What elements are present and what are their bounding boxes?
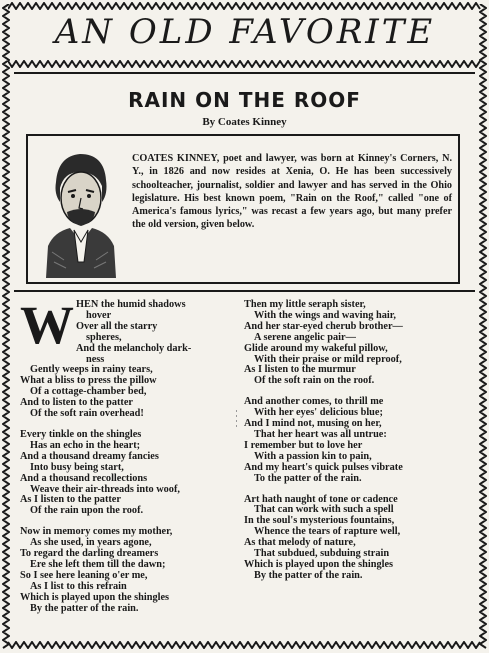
- poem-line: As I list to this refrain: [30, 580, 127, 592]
- portrait-engraving-icon: [34, 142, 124, 278]
- poem-line: HEN the humid shadows: [76, 299, 186, 310]
- poem-line: And a thousand recollections: [20, 472, 148, 484]
- poem-line: As she used, in years agone,: [30, 537, 152, 549]
- poem-line: That her heart was all untrue:: [254, 428, 387, 440]
- poem-line: And I mind not, musing on her,: [244, 418, 382, 430]
- poem-line: Over all the starry: [76, 320, 158, 332]
- poem-line: And her star-eyed cherub brother—: [244, 320, 403, 332]
- column-divider: [236, 300, 237, 636]
- poem-line: What a bliss to press the pillow: [20, 375, 157, 387]
- byline: By Coates Kinney: [202, 116, 287, 128]
- poem-line: Which is played upon the shingles: [244, 558, 394, 570]
- poem-column-left: [20, 295, 242, 624]
- stanza: [244, 300, 476, 387]
- poem-line: hover: [86, 309, 112, 321]
- poem-line: And a thousand dreamy fancies: [20, 450, 159, 462]
- poem-line: With a passion kin to pain,: [254, 450, 372, 462]
- banner-heading: AN OLD FAVORITE: [54, 12, 436, 52]
- stanza: [20, 430, 242, 517]
- poem-line: Weave their air-threads into woof,: [30, 483, 180, 495]
- stanza: [244, 495, 476, 582]
- poem-line: Art hath naught of tone or cadence: [244, 493, 398, 505]
- stanza: [20, 527, 242, 614]
- poem-line: And the melancholy dark-: [76, 342, 192, 354]
- poem-line: A serene angelic pair—: [254, 331, 356, 343]
- banner-rule: [14, 72, 475, 74]
- poem-line: Into busy being start,: [30, 461, 124, 473]
- poem-line: Has an echo in the heart;: [30, 439, 141, 451]
- poem-line: Of the soft rain overhead!: [30, 408, 144, 420]
- poem-line: And another comes, to thrill me: [244, 396, 384, 408]
- poem-line: I remember but to love her: [244, 439, 363, 451]
- author-bio-text: COATES KINNEY, poet and lawyer, was born at Kinney's Corners, N. Y., in 1826 and now resides at Xenia, O. He has been successively schoolteacher, journalist, soldier and lawyer and has served in the Ohio legislature. His best known poem, "Rain on the Roof," called "one of America's famous lyrics," was recast a few years ago, but many prefer the old version, given below.: [132, 153, 452, 231]
- poem-title: RAIN ON THE ROOF: [128, 88, 361, 112]
- poem-line: And my heart's quick pulses vibrate: [244, 461, 403, 473]
- poem-line: By the patter of the rain.: [30, 602, 139, 614]
- poem-line: Which is played upon the shingles: [20, 591, 170, 603]
- poem-line: By the patter of the rain.: [254, 569, 363, 581]
- poem-line: ness: [86, 353, 105, 365]
- poem-line: Glide around my wakeful pillow,: [244, 342, 388, 354]
- poem-line: As that melody of nature,: [244, 537, 356, 549]
- poem-line: With her eyes' delicious blue;: [254, 407, 383, 419]
- poem-line: Of the rain upon the roof.: [30, 505, 144, 517]
- poem-line: Whence the tears of rapture well,: [254, 526, 401, 538]
- poem-line: With their praise or mild reproof,: [254, 353, 402, 365]
- bottom-zigzag-border: [8, 641, 481, 649]
- poem-rule: [14, 290, 475, 292]
- poem-line: spheres,: [86, 331, 122, 343]
- poem-line: So I see here leaning o'er me,: [20, 569, 148, 581]
- poem-line: Then my little seraph sister,: [244, 299, 366, 310]
- top-zigzag-border: [8, 2, 481, 10]
- banner-bottom-zigzag-border: [8, 60, 481, 68]
- author-bio-box: [26, 134, 460, 284]
- poem-line: With the wings and waving hair,: [254, 309, 396, 321]
- poem-line: In the soul's mysterious fountains,: [244, 515, 395, 527]
- poem-line: Every tinkle on the shingles: [20, 428, 142, 440]
- poem-line: As I listen to the patter: [20, 494, 121, 506]
- poem-line: To the patter of the rain.: [254, 472, 362, 484]
- poem-line: And to listen to the patter: [20, 397, 133, 409]
- poem-line: Gently weeps in rainy tears,: [30, 364, 153, 376]
- poem-line: Ere she left them till the dawn;: [30, 558, 166, 570]
- poem-line: Of a cottage-chamber bed,: [30, 386, 147, 398]
- poem-line: That can work with such a spell: [254, 504, 394, 516]
- drop-cap: W: [20, 295, 74, 355]
- poem-line: That subdued, subduing strain: [254, 548, 390, 560]
- stanza: [244, 397, 476, 484]
- poem-column-right: [244, 300, 476, 592]
- poem-line: Of the soft rain on the roof.: [254, 375, 375, 387]
- poem-line: Now in memory comes my mother,: [20, 526, 173, 538]
- poem-line: To regard the darling dreamers: [20, 548, 159, 560]
- poem-line: As I listen to the murmur: [244, 364, 356, 376]
